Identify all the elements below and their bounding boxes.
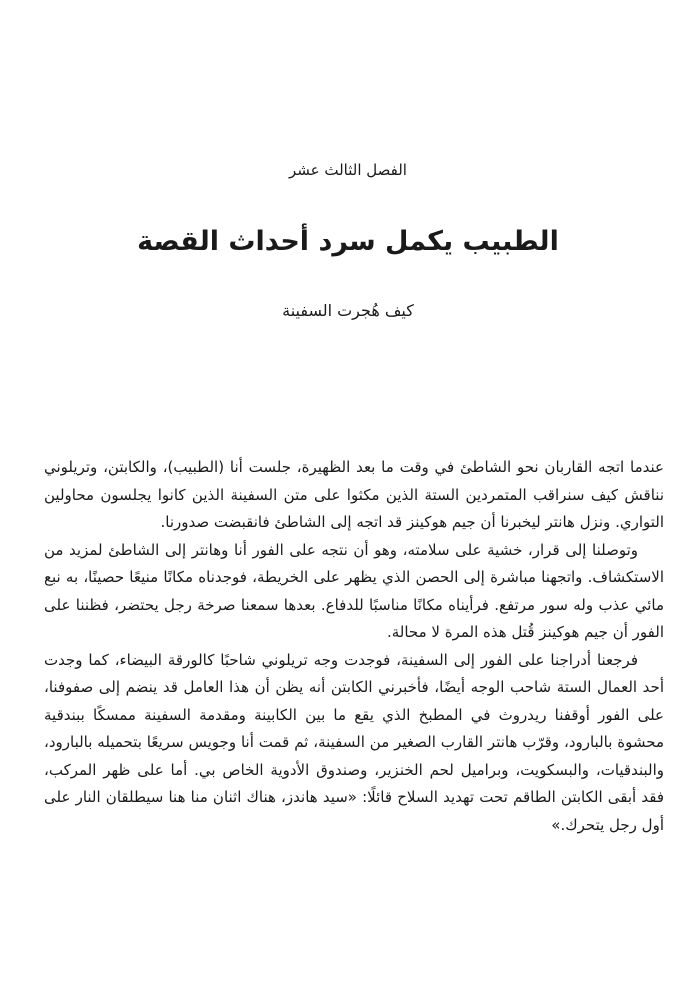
chapter-number: الفصل الثالث عشر [289,161,407,179]
paragraph: عندما اتجه القاربان نحو الشاطئ في وقت ما بعد الظهيرة، جلست أنا (الطبيب)، والكابتن، وتريلوني نناقش كيف سنراقب المتمردين الستة الذين مكثوا على متن السفينة الذين كانوا يجلسون محاولين التواري. ونزل هانتر ليخبرنا أن جيم هوكينز قد اتجه إلى الشاطئ فانقبضت صدورنا. [44,458,664,531]
chapter-body [44,454,664,839]
paragraph: وتوصلنا إلى قرار، خشية على سلامته، وهو أن نتجه على الفور أنا وهانتر إلى الشاطئ لمزيد من الاستكشاف. واتجهنا مباشرة إلى الحصن الذي يظهر على الخريطة، فوجدناه مكانًا منيعًا حصينًا، به نبع مائي عذب وله سور مرتفع. فرأيناه مكانًا مناسبًا للدفاع. بعدها سمعنا صرخة رجل يحتضر، فظننا على الفور أن جيم هوكينز قُتل هذه المرة لا محالة. [44,540,664,641]
chapter-title: الطبيب يكمل سرد أحداث القصة [137,226,559,257]
chapter-subtitle: كيف هُجرت السفينة [282,301,414,320]
paragraph: فرجعنا أدراجنا على الفور إلى السفينة، فوجدت وجه تريلوني شاحبًا كالورقة البيضاء، كما وجدت أحد العمال الستة شاحب الوجه أيضًا، فأخبرني الكابتن أنه يظن أن هذا العامل قد ينضم إلى صفوفنا، على الفور أوقفنا ريدروث في المطبخ الذي يقع ما بين الكابينة ومقدمة السفينة ممسكًا ببندقية محشوة بالبارود، وقرّب هانتر القارب الصغير من السفينة، ثم قمت أنا وجويس سريعًا بتحميله بالبارود، والبندقيات، والبسكويت، وبراميل لحم الخنزير، وصندوق الأدوية الخاص بي. أما على ظهر المركب، فقد أبقى الكابتن الطاقم تحت تهديد السلاح قائلًا: «سيد هاندز، هناك اثنان منا هنا سيطلقان النار على أول رجل يتحرك.» [44,650,664,834]
